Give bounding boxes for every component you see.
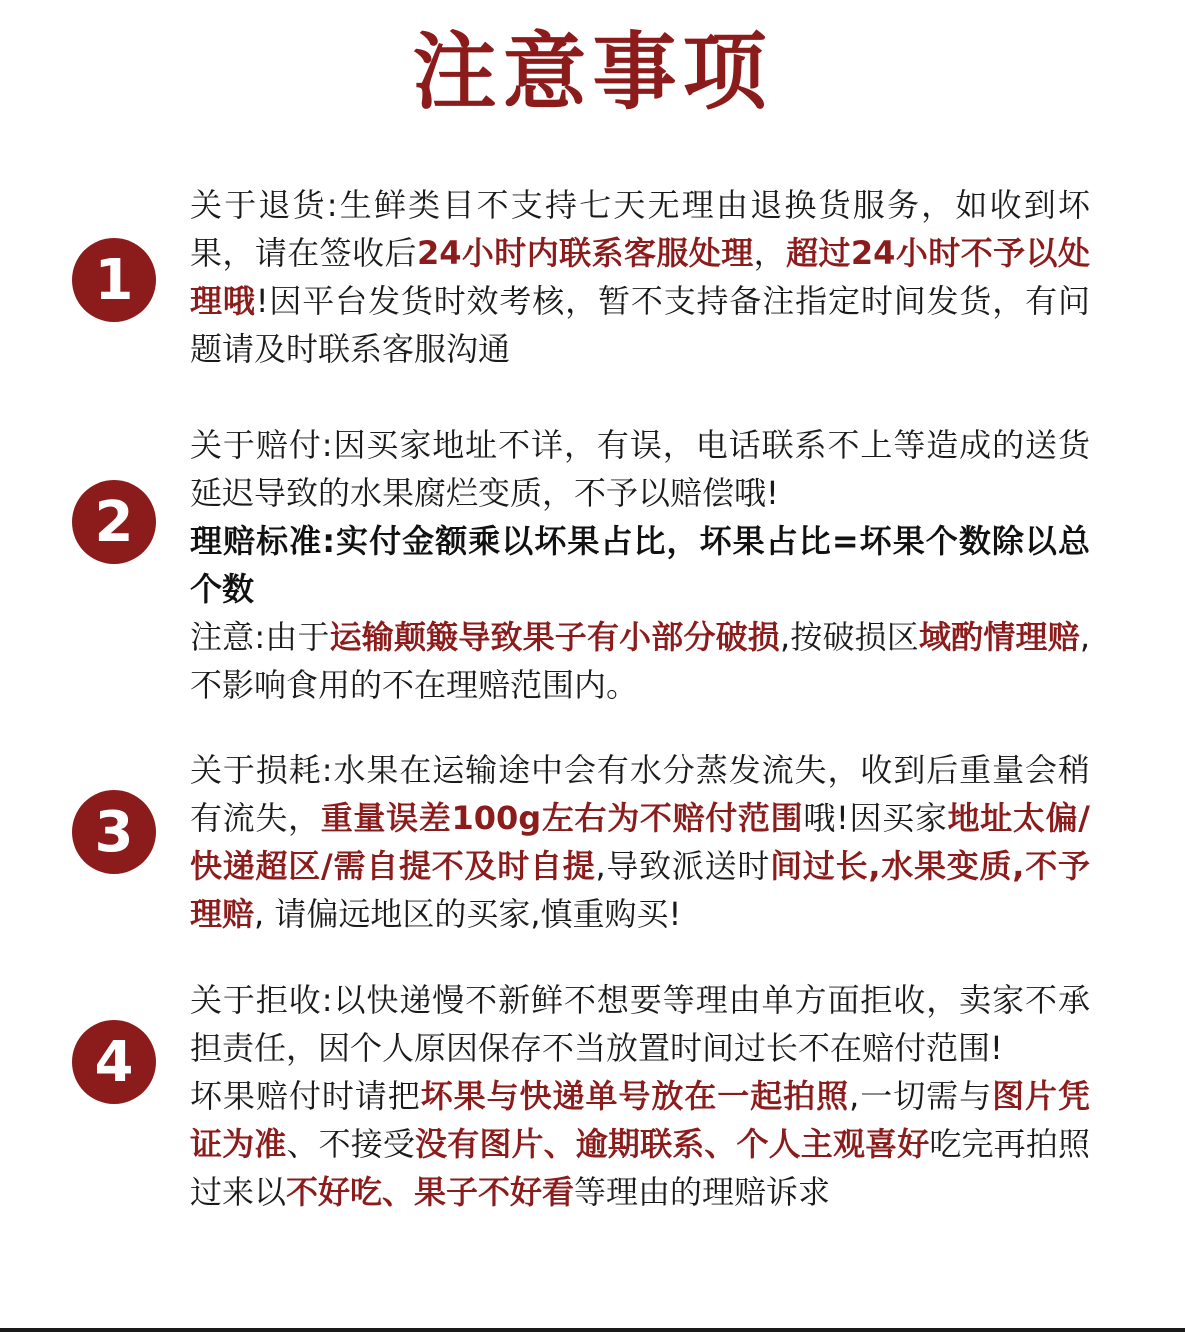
highlight-text: 超过24小时不予以处理哦	[190, 234, 1090, 320]
number-badge-3: 3	[72, 790, 156, 874]
notice-paragraph	[190, 976, 1090, 1072]
body-text: 关于拒收:以快递慢不新鲜不想要等理由单方面拒收，卖家不承担责任，因个人原因保存不当放置时间过长不在赔付范围!	[190, 981, 1090, 1067]
highlight-text: 坏果与快递单号放在一起拍照	[420, 1077, 850, 1115]
body-text: 哦!因买家	[803, 799, 948, 837]
body-text: ,导致派送时	[595, 847, 771, 885]
body-text: , 请偏远地区的买家,慎重购买!	[254, 895, 682, 933]
body-text: 吃完再拍照过来以	[190, 1125, 1090, 1211]
notice-paragraph	[190, 517, 1090, 613]
notice-block-1	[190, 181, 1090, 373]
body-text: 关于赔付:因买家地址不详，有误，电话联系不上等造成的送货延迟导致的水果腐烂变质，不予以赔偿哦!	[190, 426, 1090, 512]
body-text: ，	[753, 234, 787, 272]
notice-paragraph	[190, 421, 1090, 517]
bottom-divider	[0, 1328, 1185, 1332]
highlight-text: 不好吃、果子不好看	[286, 1173, 575, 1211]
notice-block-4	[190, 976, 1090, 1216]
highlight-text: 重量误差100g左右为不赔付范围	[320, 799, 804, 837]
highlight-text: 没有图片、逾期联系、个人主观喜好	[415, 1125, 930, 1163]
body-text: 等理由的理赔诉求	[574, 1173, 831, 1211]
body-text: ,按破损区	[779, 618, 919, 656]
notice-paragraph	[190, 746, 1090, 938]
notice-block-3	[190, 746, 1090, 938]
notice-paragraph	[190, 613, 1090, 709]
number-badge-1: 1	[72, 238, 156, 322]
body-text: ,不影响食用的不在理赔范围内。	[190, 618, 1090, 704]
highlight-text: 图片凭证为准	[190, 1077, 1090, 1163]
highlight-text: 24小时内联系客服处理	[416, 234, 754, 272]
page-title: 注意事项	[412, 23, 773, 121]
body-text: 关于损耗:水果在运输途中会有水分蒸发流失，收到后重量会稍有流失，	[190, 751, 1090, 837]
number-badge-4: 4	[72, 1020, 156, 1104]
bold-text: 理赔标准:实付金额乘以坏果占比，坏果占比=坏果个数除以总个数	[190, 522, 1090, 608]
body-text: 注意:由于	[190, 618, 330, 656]
notice-block-2	[190, 421, 1090, 709]
highlight-text: 地址太偏/快递超区/需自提不及时自提	[190, 799, 1090, 885]
number-badge-2: 2	[72, 480, 156, 564]
highlight-text: 间过长,水果变质,不予理赔	[190, 847, 1090, 933]
body-text: 、不接受	[286, 1125, 416, 1163]
highlight-text: 运输颠簸导致果子有小部分破损	[329, 618, 780, 656]
body-text: !因平台发货时效考核，暂不支持备注指定时间发货，有问题请及时联系客服沟通	[190, 282, 1090, 368]
body-text: 关于退货:生鲜类目不支持七天无理由退换货服务，如收到坏果，请在签收后	[190, 186, 1090, 272]
notice-paragraph	[190, 181, 1090, 373]
highlight-text: 域酌情理赔	[918, 618, 1080, 656]
body-text: ,一切需与	[849, 1077, 993, 1115]
notice-paragraph	[190, 1072, 1090, 1216]
body-text: 坏果赔付时请把	[190, 1077, 421, 1115]
